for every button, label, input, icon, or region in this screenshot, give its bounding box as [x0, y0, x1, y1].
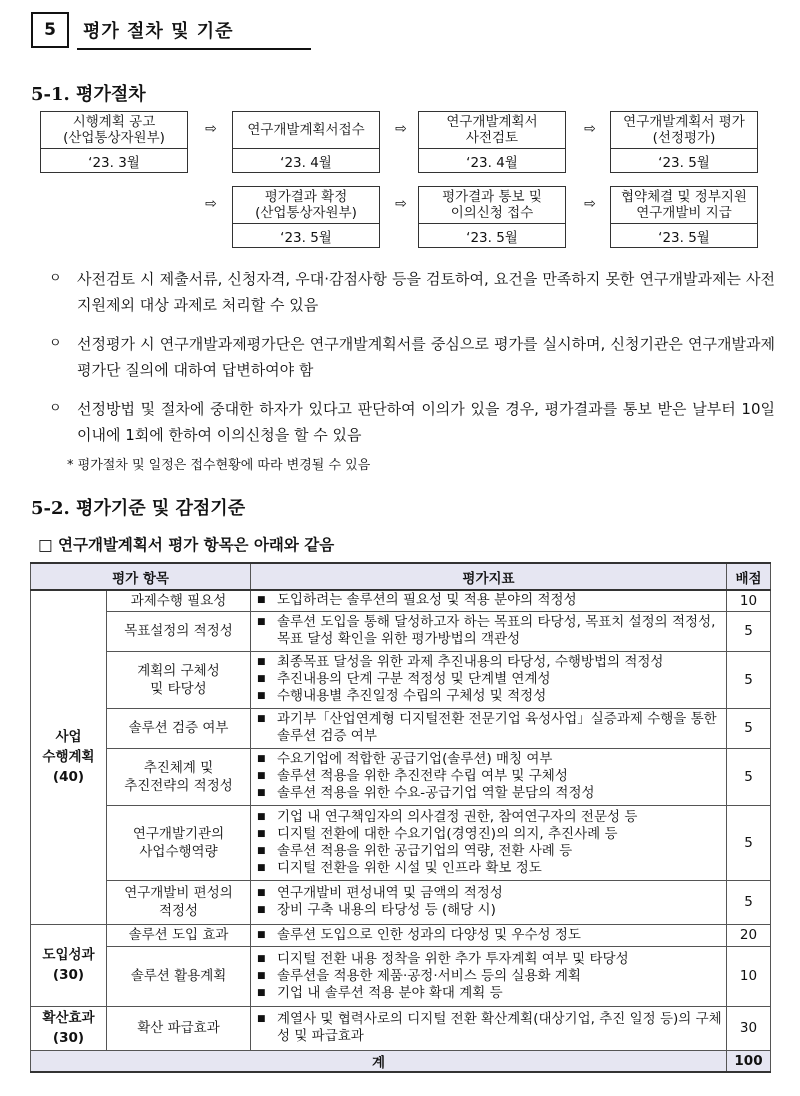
bullet-square-icon: ■	[257, 754, 266, 764]
indicator-line	[257, 951, 722, 968]
flow-arrow-icon: ⇨	[205, 121, 217, 137]
flow-step-date: ‘23. 4월	[466, 154, 518, 171]
section-underline	[77, 48, 311, 50]
indicator-text: 솔루션 적용을 위한 수요-공급기업 역할 분담의 적정성	[277, 785, 595, 801]
indicator-cell	[251, 924, 727, 946]
flow-step	[40, 111, 188, 173]
table-row	[31, 880, 771, 924]
indicator-line	[257, 927, 722, 944]
indicator-line	[257, 860, 722, 877]
item-cell: 솔루션 도입 효과	[107, 924, 251, 946]
flow-step-label: 연구개발계획서 평가 (선정평가)	[611, 112, 757, 149]
flow-arrow-icon: ⇨	[584, 196, 596, 212]
indicator-line	[257, 592, 722, 609]
indicator-text: 수요기업에 적합한 공급기업(솔루션) 매칭 여부	[277, 751, 553, 767]
flow-step-date: ‘23. 3월	[88, 154, 140, 171]
total-label: 계	[31, 1050, 727, 1072]
item-cell: 계획의 구체성 및 타당성	[107, 651, 251, 708]
section-header	[31, 8, 281, 50]
indicator-text: 디지털 전환 내용 정착을 위한 추가 투자계획 여부 및 타당성	[277, 950, 629, 967]
total-row	[31, 1050, 771, 1072]
bullet-marker: ㅇ	[49, 336, 62, 351]
bullet-square-icon: ■	[257, 953, 266, 964]
indicator-line	[257, 902, 722, 919]
indicator-cell	[251, 708, 727, 748]
indicator-line	[257, 711, 722, 745]
item-cell: 연구개발기관의 사업수행역량	[107, 805, 251, 880]
score-cell: 5	[727, 880, 771, 924]
indicator-line	[257, 688, 722, 705]
category-cell: 사업 수행계획 (40)	[31, 590, 107, 924]
total-score: 100	[727, 1050, 771, 1072]
indicator-text: 도입하려는 솔루션의 필요성 및 적용 분야의 적정성	[277, 592, 577, 609]
bullet-marker: ㅇ	[49, 271, 62, 286]
score-cell: 30	[727, 1006, 771, 1050]
flow-step-date: ‘23. 5월	[280, 229, 332, 246]
bullet-square-icon: ■	[257, 1014, 266, 1024]
indicator-line	[257, 809, 722, 826]
indicator-line	[257, 1011, 722, 1045]
indicator-text: 기업 내 솔루션 적용 분야 확대 계획 등	[277, 984, 503, 1001]
indicator-line	[257, 768, 722, 785]
bullet-text: 사전검토 시 제출서류, 신청자격, 우대·감점사항 등을 검토하여, 요건을 만족하지 못한 연구개발과제는 사전지원제외 대상 과제로 처리할 수 있음	[77, 270, 775, 314]
bullet-square-icon: ■	[257, 905, 266, 915]
flow-arrow-icon: ⇨	[395, 121, 407, 137]
indicator-text: 솔루션을 적용한 제품·공정·서비스 등의 실용화 계획	[277, 967, 581, 984]
item-cell: 연구개발비 편성의 적정성	[107, 880, 251, 924]
header-item: 평가 항목	[31, 563, 251, 590]
indicator-text: 계열사 및 협력사로의 디지털 전환 확산계획(대상기업, 추진 일정 등)의 구체성 및 파급효과	[277, 1011, 722, 1044]
bullet-item	[47, 331, 775, 383]
header-indicator: 평가지표	[251, 563, 727, 590]
bullet-square-icon: ■	[257, 987, 266, 998]
indicator-text: 솔루션 적용을 위한 공급기업의 역량, 전환 사례 등	[277, 842, 573, 859]
flow-step-date: ‘23. 5월	[658, 229, 710, 246]
indicator-line	[257, 843, 722, 860]
indicator-cell	[251, 590, 727, 611]
bullet-text: 선정방법 및 절차에 중대한 하자가 있다고 판단하여 이의가 있을 경우, 평가결과를 통보 받은 날부터 10일 이내에 1회에 한하여 이의신청을 할 수 있음	[77, 400, 775, 444]
flow-step	[232, 186, 380, 248]
score-cell: 5	[727, 651, 771, 708]
indicator-cell	[251, 805, 727, 880]
score-cell: 5	[727, 611, 771, 651]
indicator-line	[257, 614, 722, 648]
indicator-line	[257, 654, 722, 671]
score-cell: 5	[727, 748, 771, 805]
bullet-square-icon: ■	[257, 811, 266, 822]
indicator-line	[257, 751, 722, 768]
indicator-cell	[251, 748, 727, 805]
flow-step	[232, 111, 380, 173]
bullet-square-icon: ■	[257, 771, 266, 781]
bullet-square-icon: ■	[257, 714, 266, 724]
table-row	[31, 651, 771, 708]
table-heading: □ 연구개발계획서 평가 항목은 아래와 같음	[38, 536, 335, 554]
score-cell: 20	[727, 924, 771, 946]
item-cell: 확산 파급효과	[107, 1006, 251, 1050]
flow-step-date: ‘23. 5월	[658, 154, 710, 171]
score-cell: 10	[727, 946, 771, 1006]
table-row	[31, 590, 771, 611]
bullet-marker: ㅇ	[49, 401, 62, 416]
flow-step	[610, 111, 758, 173]
indicator-text: 수행내용별 추진일정 수립의 구체성 및 적정성	[277, 688, 547, 704]
indicator-cell	[251, 651, 727, 708]
table-row	[31, 1006, 771, 1050]
item-cell: 솔루션 검증 여부	[107, 708, 251, 748]
indicator-cell	[251, 611, 727, 651]
flow-step-label: 시행계획 공고 (산업통상자원부)	[41, 112, 187, 149]
table-row	[31, 924, 771, 946]
flow-step-label: 평가결과 통보 및 이의신청 접수	[419, 187, 565, 224]
table-row	[31, 611, 771, 651]
indicator-line	[257, 826, 722, 843]
indicator-line	[257, 785, 722, 802]
indicator-text: 장비 구축 내용의 타당성 등 (해당 시)	[277, 902, 496, 918]
table-row	[31, 946, 771, 1006]
indicator-text: 디지털 전환에 대한 수요기업(경영진)의 의지, 추진사례 등	[277, 825, 618, 842]
flow-step	[418, 186, 566, 248]
schedule-note: * 평가절차 및 일정은 접수현황에 따라 변경될 수 있음	[67, 458, 371, 473]
indicator-text: 디지털 전환을 위한 시설 및 인프라 확보 정도	[277, 859, 542, 876]
flow-step	[418, 111, 566, 173]
bullet-square-icon: ■	[257, 888, 266, 898]
bullet-square-icon: ■	[257, 828, 266, 839]
flow-step-label: 연구개발계획서 사전검토	[419, 112, 565, 149]
bullet-square-icon: ■	[257, 788, 266, 798]
indicator-line	[257, 968, 722, 985]
flow-arrow-icon: ⇨	[584, 121, 596, 137]
flow-step-label: 협약체결 및 정부지원 연구개발비 지급	[611, 187, 757, 224]
indicator-line	[257, 885, 722, 902]
indicator-line	[257, 671, 722, 688]
header-score: 배점	[727, 563, 771, 590]
flow-arrow-icon: ⇨	[205, 196, 217, 212]
indicator-text: 추진내용의 단계 구분 적정성 및 단계별 연계성	[277, 671, 551, 687]
table-row	[31, 708, 771, 748]
indicator-text: 연구개발비 편성내역 및 금액의 적정성	[277, 885, 503, 901]
bullet-text: 선정평가 시 연구개발과제평가단은 연구개발계획서를 중심으로 평가를 실시하며, 신청기관은 연구개발과제평가단 질의에 대하여 답변하여야 함	[77, 335, 775, 379]
bullet-item	[47, 396, 775, 448]
category-cell: 도입성과 (30)	[31, 924, 107, 1006]
bullet-square-icon: ■	[257, 929, 266, 940]
item-cell: 목표설정의 적정성	[107, 611, 251, 651]
subsection-title-criteria: 5-2. 평가기준 및 감점기준	[31, 498, 246, 519]
item-cell: 과제수행 필요성	[107, 590, 251, 611]
bullet-square-icon: ■	[257, 691, 266, 701]
table-header-row	[31, 563, 771, 590]
section-number: 5	[31, 12, 69, 48]
score-cell: 5	[727, 805, 771, 880]
flow-arrow-icon: ⇨	[395, 196, 407, 212]
item-cell: 추진체계 및 추진전략의 적정성	[107, 748, 251, 805]
item-cell: 솔루션 활용계획	[107, 946, 251, 1006]
bullet-square-icon: ■	[257, 970, 266, 981]
bullet-square-icon: ■	[257, 674, 266, 684]
bullet-square-icon: ■	[257, 657, 266, 667]
indicator-cell	[251, 880, 727, 924]
indicator-cell	[251, 946, 727, 1006]
flow-step-date: ‘23. 5월	[466, 229, 518, 246]
bullet-square-icon: ■	[257, 845, 266, 856]
flow-step-label: 평가결과 확정 (산업통상자원부)	[233, 187, 379, 224]
bullet-square-icon: ■	[257, 862, 266, 873]
indicator-text: 과기부「산업연계형 디지털전환 전문기업 육성사업」실증과제 수행을 통한 솔루션 검증 여부	[277, 711, 717, 744]
score-cell: 5	[727, 708, 771, 748]
flow-step	[610, 186, 758, 248]
indicator-text: 솔루션 적용을 위한 추진전략 수립 여부 및 구체성	[277, 768, 568, 784]
table-row	[31, 805, 771, 880]
flow-step-label: 연구개발계획서접수	[233, 112, 379, 149]
indicator-text: 솔루션 도입으로 인한 성과의 다양성 및 우수성 정도	[277, 926, 581, 943]
bullet-item	[47, 266, 775, 318]
bullet-square-icon: ■	[257, 595, 266, 606]
score-cell: 10	[727, 590, 771, 611]
indicator-cell	[251, 1006, 727, 1050]
indicator-text: 기업 내 연구책임자의 의사결정 권한, 참여연구자의 전문성 등	[277, 808, 638, 825]
evaluation-table	[30, 562, 771, 1073]
bullet-square-icon: ■	[257, 617, 266, 627]
indicator-text: 최종목표 달성을 위한 과제 추진내용의 타당성, 수행방법의 적정성	[277, 654, 664, 670]
indicator-line	[257, 985, 722, 1002]
section-title: 평가 절차 및 기준	[83, 21, 234, 42]
category-cell: 확산효과 (30)	[31, 1006, 107, 1050]
table-row	[31, 748, 771, 805]
subsection-title-procedure: 5-1. 평가절차	[31, 84, 146, 105]
flow-step-date: ‘23. 4월	[280, 154, 332, 171]
indicator-text: 솔루션 도입을 통해 달성하고자 하는 목표의 타당성, 목표치 설정의 적정성, 목표 달성 확인을 위한 평가방법의 객관성	[277, 614, 716, 647]
